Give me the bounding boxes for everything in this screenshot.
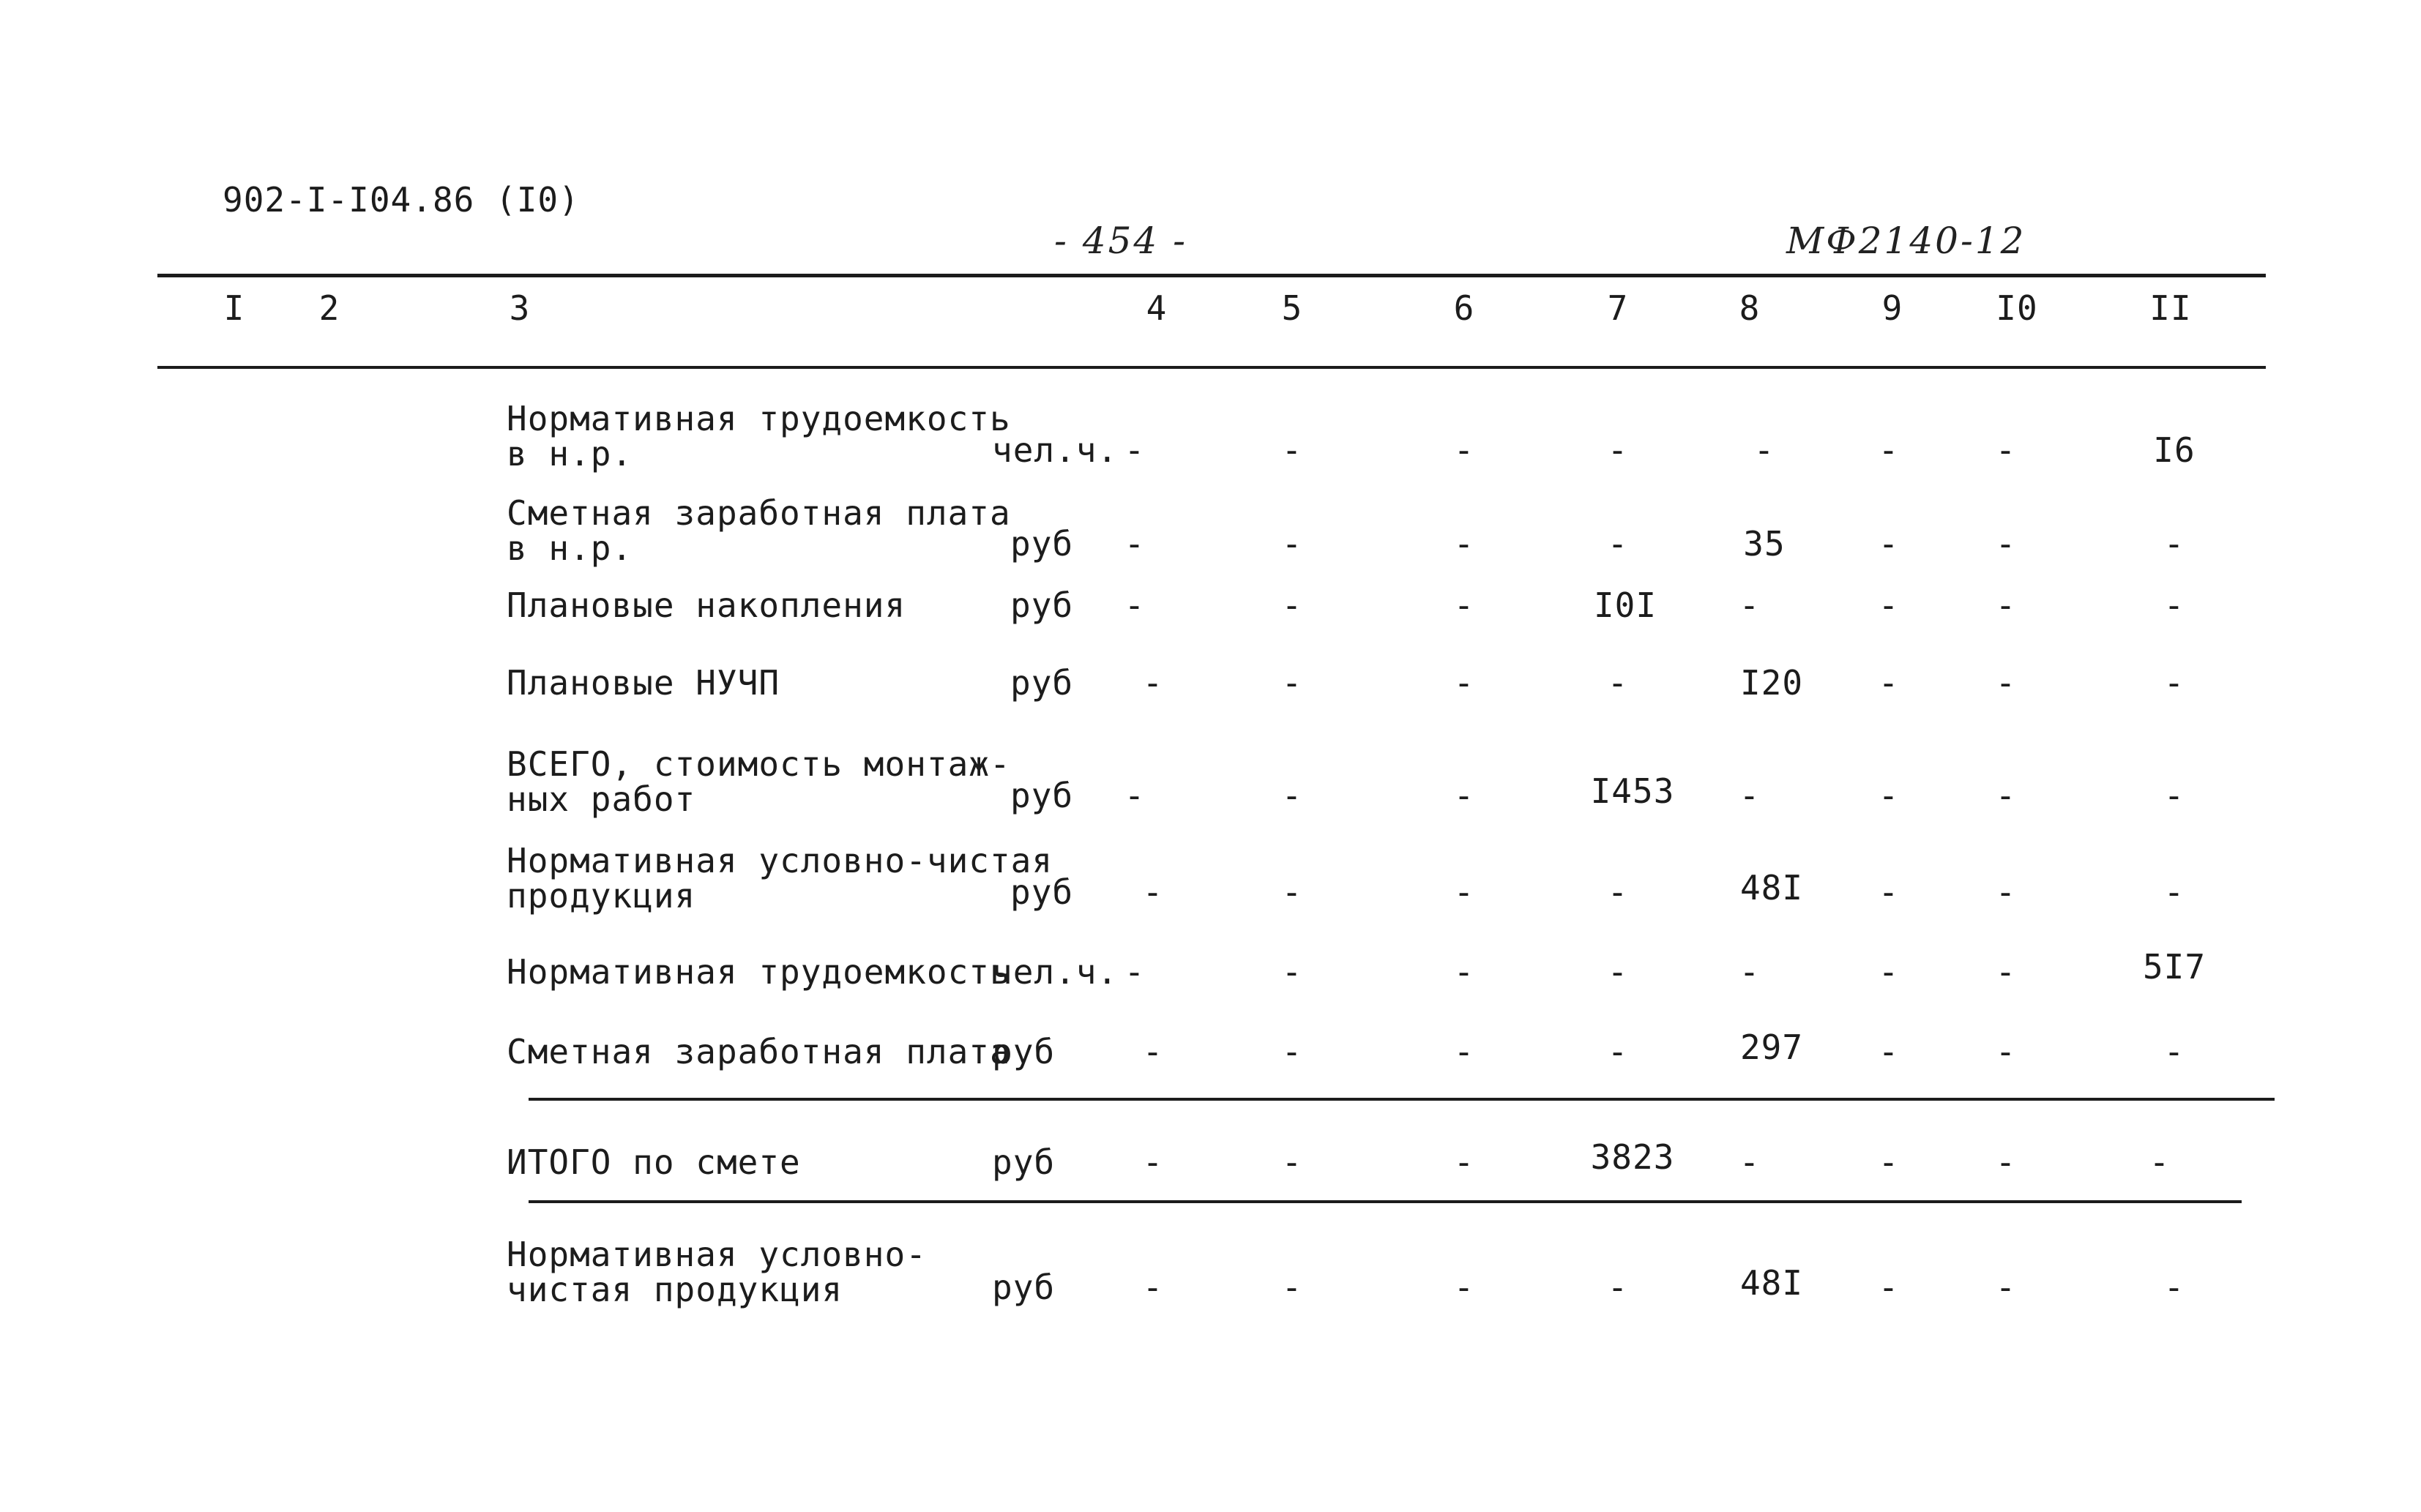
cell-c7: I0I <box>1593 585 1657 625</box>
cell-c6: - <box>1453 872 1475 912</box>
cell-c8: - <box>1739 776 1761 815</box>
cell-c9: - <box>1878 663 1900 703</box>
header-top-rule <box>157 274 2266 277</box>
row-unit: руб <box>992 1032 1056 1071</box>
cell-c5: - <box>1281 872 1303 912</box>
row-unit: руб <box>1010 585 1074 625</box>
total-row-unit: руб <box>992 1142 1056 1182</box>
total-cell-c5: - <box>1281 1142 1303 1182</box>
column-header-4: 4 <box>1146 288 1168 328</box>
row-name-line1: Сметная заработная плата <box>507 493 1011 533</box>
row-name-line2: в н.р. <box>507 434 633 474</box>
cell-c9: - <box>1878 524 1900 564</box>
column-header-3: 3 <box>509 288 531 328</box>
row-name-line2: ных работ <box>507 779 696 819</box>
cell-c8: - <box>1753 430 1775 470</box>
cell-c4: - <box>1124 776 1146 815</box>
row-name <box>507 746 1011 817</box>
cell-c8: 35 <box>1743 524 1786 564</box>
cell-c10: - <box>1995 524 2017 564</box>
final-cell-c5: - <box>1281 1268 1303 1307</box>
total-cell-c4: - <box>1142 1142 1164 1182</box>
row-name <box>507 399 1011 474</box>
cell-c7: - <box>1607 524 1629 564</box>
row-name-line1: Нормативная трудоемкость <box>507 399 1011 438</box>
cell-c11: - <box>2163 663 2185 703</box>
cell-c5: - <box>1281 663 1303 703</box>
column-header-10: I0 <box>1996 288 2038 328</box>
cell-c8: 48I <box>1739 868 1804 907</box>
column-header-7: 7 <box>1607 288 1629 328</box>
cell-c10: - <box>1995 952 2017 992</box>
sheet-code: МФ2140-12 <box>1786 220 2026 262</box>
cell-c11: - <box>2163 585 2185 625</box>
cell-c7: - <box>1607 663 1629 703</box>
row-unit: руб <box>1010 524 1074 564</box>
row-name: Плановые НУЧП <box>507 663 780 703</box>
cell-c7: I453 <box>1590 771 1675 811</box>
document-code: 902-I-I04.86 (I0) <box>223 180 580 220</box>
cell-c9: - <box>1878 776 1900 815</box>
column-header-6: 6 <box>1453 288 1475 328</box>
column-header-8: 8 <box>1739 288 1761 328</box>
cell-c4: - <box>1124 430 1146 470</box>
cell-c9: - <box>1878 872 1900 912</box>
cell-c5: - <box>1281 430 1303 470</box>
row-unit: руб <box>1010 663 1074 703</box>
page-number: - 454 - <box>1054 220 1188 262</box>
cell-c8: - <box>1739 952 1761 992</box>
final-cell-c9: - <box>1878 1268 1900 1307</box>
total-row-name: ИТОГО по смете <box>507 1142 801 1182</box>
cell-c4: - <box>1142 872 1164 912</box>
total-top-rule <box>529 1098 2275 1101</box>
final-cell-c7: - <box>1607 1268 1629 1307</box>
final-row-name <box>507 1237 927 1307</box>
row-name <box>507 841 1053 916</box>
cell-c9: - <box>1878 1032 1900 1071</box>
row-name: Сметная заработная плата <box>507 1032 1011 1071</box>
cell-c7: - <box>1607 1032 1629 1071</box>
row-name: Нормативная трудоемкость <box>507 952 1011 992</box>
cell-c4: - <box>1124 952 1146 992</box>
cell-c5: - <box>1281 524 1303 564</box>
final-row-name-line1: Нормативная условно- <box>507 1235 927 1274</box>
final-cell-c11: - <box>2163 1268 2185 1307</box>
row-name-line2: продукция <box>507 876 696 916</box>
total-cell-c11: - <box>2149 1142 2171 1182</box>
cell-c4: - <box>1142 1032 1164 1071</box>
row-name <box>507 495 1011 566</box>
final-row-unit: руб <box>992 1268 1056 1307</box>
cell-c8: I20 <box>1739 663 1804 703</box>
column-header-1: I <box>223 288 245 328</box>
total-cell-c9: - <box>1878 1142 1900 1182</box>
cell-c10: - <box>1995 430 2017 470</box>
cell-c10: - <box>1995 663 2017 703</box>
row-unit: чел.ч. <box>992 952 1119 992</box>
cell-c11: - <box>2163 524 2185 564</box>
cell-c10: - <box>1995 585 2017 625</box>
cell-c4: - <box>1124 524 1146 564</box>
cell-c10: - <box>1995 1032 2017 1071</box>
final-cell-c6: - <box>1453 1268 1475 1307</box>
cell-c6: - <box>1453 663 1475 703</box>
cell-c11: - <box>2163 872 2185 912</box>
final-cell-c10: - <box>1995 1268 2017 1307</box>
final-row-name-line2: чистая продукция <box>507 1270 843 1309</box>
cell-c6: - <box>1453 430 1475 470</box>
total-cell-c7: 3823 <box>1590 1137 1675 1177</box>
column-header-2: 2 <box>318 288 340 328</box>
row-name-line1: Нормативная условно-чистая <box>507 841 1053 880</box>
column-header-11: II <box>2149 288 2192 328</box>
row-name-line1: ВСЕГО, стоимость монтаж- <box>507 744 1011 784</box>
cell-c5: - <box>1281 776 1303 815</box>
final-cell-c4: - <box>1142 1268 1164 1307</box>
column-header-5: 5 <box>1281 288 1303 328</box>
cell-c6: - <box>1453 1032 1475 1071</box>
final-cell-c8: 48I <box>1739 1263 1804 1303</box>
cell-c9: - <box>1878 430 1900 470</box>
total-cell-c6: - <box>1453 1142 1475 1182</box>
cell-c5: - <box>1281 952 1303 992</box>
total-cell-c8: - <box>1739 1142 1761 1182</box>
cell-c4: - <box>1124 585 1146 625</box>
cell-c7: - <box>1607 872 1629 912</box>
cell-c8: 297 <box>1739 1028 1804 1067</box>
cell-c8: - <box>1739 585 1761 625</box>
row-unit: чел.ч. <box>992 430 1119 470</box>
cell-c6: - <box>1453 952 1475 992</box>
cell-c5: - <box>1281 585 1303 625</box>
cell-c7: - <box>1607 952 1629 992</box>
cell-c7: - <box>1607 430 1629 470</box>
cell-c5: - <box>1281 1032 1303 1071</box>
cell-c6: - <box>1453 524 1475 564</box>
row-unit: руб <box>1010 872 1074 912</box>
cell-c4: - <box>1142 663 1164 703</box>
cell-c11: - <box>2163 1032 2185 1071</box>
total-bottom-rule <box>529 1200 2242 1203</box>
row-name: Плановые накопления <box>507 585 906 625</box>
cell-c11: I6 <box>2153 430 2196 470</box>
cell-c9: - <box>1878 585 1900 625</box>
header-bottom-rule <box>157 366 2266 369</box>
cell-c11: 5I7 <box>2142 947 2206 987</box>
total-cell-c10: - <box>1995 1142 2017 1182</box>
row-name-line2: в н.р. <box>507 528 633 568</box>
row-unit: руб <box>1010 776 1074 815</box>
cell-c11: - <box>2163 776 2185 815</box>
cell-c10: - <box>1995 776 2017 815</box>
cell-c6: - <box>1453 585 1475 625</box>
cell-c9: - <box>1878 952 1900 992</box>
column-header-9: 9 <box>1881 288 1903 328</box>
cell-c10: - <box>1995 872 2017 912</box>
cell-c6: - <box>1453 776 1475 815</box>
